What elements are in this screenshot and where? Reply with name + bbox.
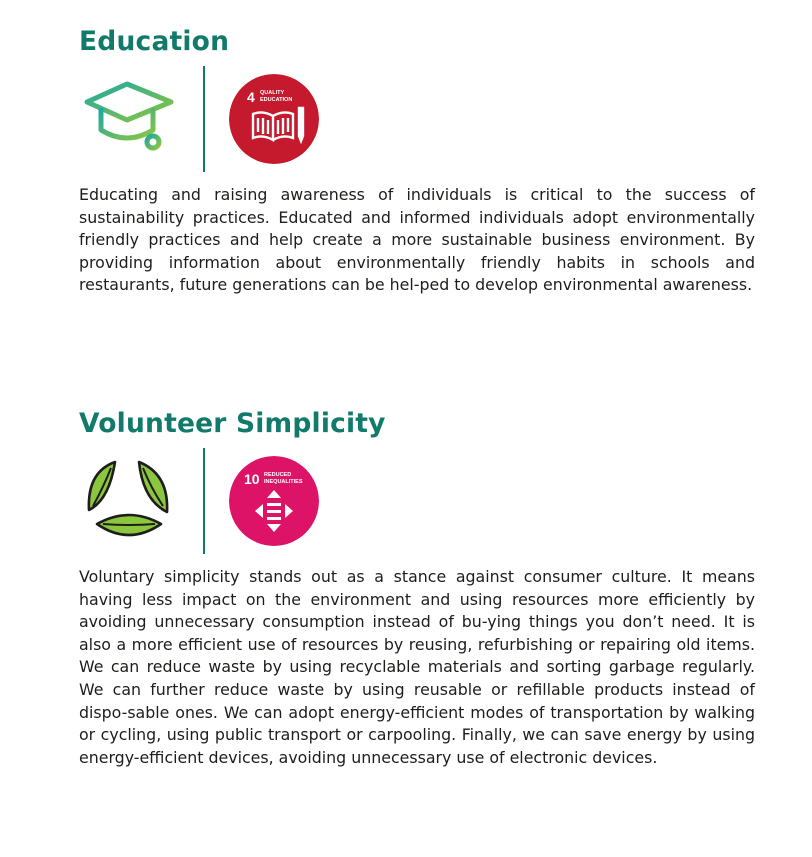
volunteer-icons-row xyxy=(79,448,755,560)
leaves-cycle-icon xyxy=(81,454,177,550)
volunteer-simplicity-body: Voluntary simplicity stands out as a stance against consumer culture. It means having less impact on the environment and using resources more efficiently by avoiding unnecessary consumption instead of bu-ying things you don’t need. It is also a more efficient use of resources by reusing, refurbishing or repairing old items. We can reduce waste by using recyclable materials and sorting garbage regularly. We can further reduce waste by using reusable or refillable products instead of dispo-sable ones. We can adopt energy-efficient modes of transportation by walking or cycling, using public transport or carpooling. Finally, we can save energy by using energy-efficient devices, avoiding unnecessary use of electronic devices. xyxy=(79,567,755,767)
volunteer-simplicity-section xyxy=(79,406,755,769)
sdg4-number: 4 xyxy=(247,89,255,105)
sdg10-label: REDUCED INEQUALITIES xyxy=(264,472,303,485)
education-divider xyxy=(203,66,205,172)
sdg4-badge xyxy=(229,74,319,164)
sdg4-label: QUALITY EDUCATION xyxy=(260,90,293,103)
sdg10-number: 10 xyxy=(244,471,260,487)
education-section xyxy=(79,24,755,297)
sdg10-badge xyxy=(229,456,319,546)
education-body: Educating and raising awareness of individuals is critical to the success of sustainability practices. Educated and informed individuals adopt environmentally friendly practices and help create a more sustainable business environment. By providing information about environmentally friendly habits in schools and restaurants, future generations can be hel-ped to develop environmental awareness. xyxy=(79,185,755,295)
education-title: Education xyxy=(79,26,230,57)
volunteer-divider xyxy=(203,448,205,554)
graduation-cap-icon xyxy=(81,72,177,168)
volunteer-simplicity-title: Volunteer Simplicity xyxy=(79,408,386,439)
education-icons-row xyxy=(79,66,755,178)
